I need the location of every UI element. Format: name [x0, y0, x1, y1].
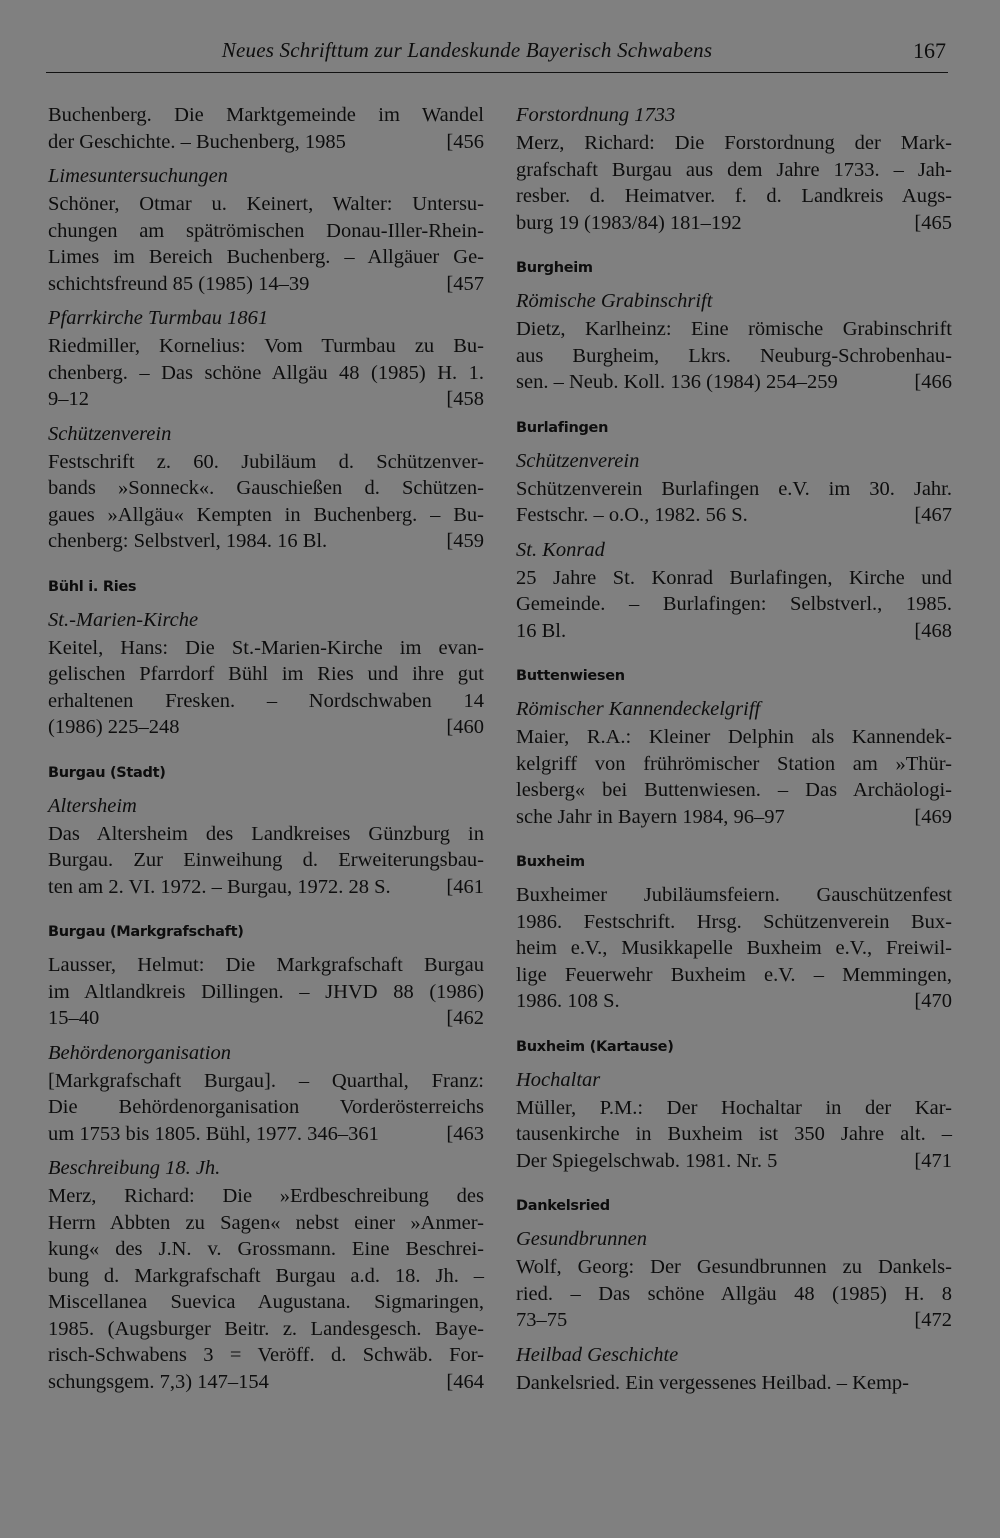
bibliography-entry	[48, 1068, 484, 1148]
bibliography-entry	[516, 476, 952, 529]
entry-text: risch-Schwabens 3 = Veröff. d. Schwäb. For-	[48, 1344, 484, 1366]
entry-text: gelischen Pfarrdorf Bühl im Ries und ihre gut	[48, 663, 484, 685]
entry-line	[48, 102, 484, 129]
entry-text: 1985. (Augsburger Beitr. z. Landesgesch. Baye-	[48, 1317, 484, 1340]
entry-line	[516, 751, 952, 778]
entry-text: im Altlandkreis Dillingen. – JHVD 88 (1986)	[48, 980, 484, 1003]
entry-text: Dietz, Karlheinz: Eine römische Grabinschrift	[516, 318, 952, 340]
entry-line	[516, 369, 952, 396]
entry-text: lesberg« bei Buttenwiesen. – Das Archäologi-	[516, 779, 952, 801]
entry-text: Maier, R.A.: Kleiner Delphin als Kannendek-	[516, 726, 952, 748]
entry-line	[48, 386, 484, 413]
entry-text: der Geschichte. – Buchenberg, 1985	[48, 130, 346, 153]
entry-text: heim e.V., Musikkapelle Buxheim e.V., Freiwil-	[516, 937, 952, 959]
entry-line	[48, 502, 484, 529]
entry-text: 25 Jahre St. Konrad Burlafingen, Kirche und	[516, 566, 952, 589]
entry-line	[516, 210, 952, 237]
topic-subheading: Römische Grabinschrift	[516, 290, 713, 312]
entry-text: Das Altersheim des Landkreises Günzburg in	[48, 822, 484, 845]
entry-text: kung« des J.N. v. Grossmann. Eine Beschrei-	[48, 1238, 484, 1260]
entry-line	[516, 618, 952, 645]
topic-subheading: Forstordnung 1733	[516, 104, 676, 126]
entry-line	[48, 528, 484, 555]
right-column	[516, 102, 952, 1396]
entry-line	[516, 1254, 952, 1281]
entry-line	[48, 635, 484, 662]
entry-line	[48, 1236, 484, 1263]
entry-number: [466	[914, 371, 952, 393]
entry-line	[516, 882, 952, 909]
entry-line	[48, 979, 484, 1006]
bibliography-entry	[516, 724, 952, 830]
entry-number: [457	[446, 272, 484, 295]
place-heading: Dankelsried	[516, 1198, 610, 1214]
left-column	[48, 102, 484, 1395]
entry-text: 15–40	[48, 1007, 100, 1029]
bibliography-entry	[516, 1095, 952, 1175]
entry-line	[516, 988, 952, 1015]
entry-line	[48, 1263, 484, 1290]
bibliography-entry	[48, 191, 484, 297]
entry-text: Keitel, Hans: Die St.-Marien-Kirche im evan-	[48, 636, 484, 659]
topic-subheading: Römischer Kannendeckelgriff	[516, 698, 761, 720]
entry-line	[516, 1281, 952, 1308]
entry-text: Die Behördenorganisation Vorderösterreichs	[48, 1096, 484, 1118]
entry-line	[48, 1005, 484, 1032]
entry-line	[516, 962, 952, 989]
entry-text: Burgau. Zur Einweihung d. Erweiterungsbau-	[48, 849, 484, 871]
entry-text: Der Spiegelschwab. 1981. Nr. 5	[516, 1149, 778, 1172]
entry-text: burg 19 (1983/84) 181–192	[516, 211, 742, 234]
entry-line	[516, 130, 952, 157]
bibliography-entry	[516, 316, 952, 396]
entry-text: Festschr. – o.O., 1982. 56 S.	[516, 504, 748, 526]
place-heading: Buxheim	[516, 854, 585, 870]
entry-number: [471	[914, 1149, 952, 1172]
entry-text: grafschaft Burgau aus dem Jahre 1733. – Jah-	[516, 158, 952, 181]
topic-subheading: St.-Marien-Kirche	[48, 608, 199, 631]
entry-line	[48, 688, 484, 715]
entry-text: Merz, Richard: Die »Erdbeschreibung des	[48, 1185, 484, 1207]
entry-line	[48, 1121, 484, 1148]
topic-subheading: Behördenorganisation	[48, 1041, 231, 1064]
entry-line	[48, 1289, 484, 1316]
entry-line	[516, 183, 952, 210]
entry-line	[48, 1094, 484, 1121]
place-heading: Burlafingen	[516, 419, 609, 436]
entry-line	[516, 502, 952, 529]
place-heading: Bühl i. Ries	[48, 578, 137, 595]
entry-number: [458	[446, 388, 484, 410]
entry-text: sen. – Neub. Koll. 136 (1984) 254–259	[516, 371, 838, 393]
topic-subheading: Schützenverein	[48, 422, 172, 445]
entry-line	[48, 271, 484, 298]
place-heading: Buttenwiesen	[516, 668, 625, 684]
running-header	[46, 38, 948, 73]
entry-text: 1986. 108 S.	[516, 990, 620, 1012]
entry-text: sche Jahr in Bayern 1984, 96–97	[516, 805, 785, 828]
entry-text: Lausser, Helmut: Die Markgrafschaft Burgau	[48, 954, 484, 976]
entry-text: kelgriff von frührömischer Station am »Thür-	[516, 752, 952, 775]
entry-text: resber. d. Heimatver. f. d. Landkreis Augs-	[516, 185, 952, 207]
bibliography-entry	[48, 1183, 484, 1395]
topic-subheading: Gesundbrunnen	[516, 1228, 647, 1250]
entry-line	[48, 847, 484, 874]
entry-line	[48, 475, 484, 502]
entry-text: gaues »Allgäu« Kempten in Buchenberg. – Bu-	[48, 503, 484, 526]
entry-text: 1986. Festschrift. Hrsg. Schützenverein Bux-	[516, 910, 952, 933]
entry-line	[516, 804, 952, 831]
bibliography-entry	[516, 130, 952, 236]
entry-text: Gemeinde. – Burlafingen: Selbstverl., 1985.	[516, 593, 952, 615]
entry-line	[48, 1342, 484, 1369]
entry-text: lige Feuerwehr Buxheim e.V. – Memmingen,	[516, 963, 952, 986]
entry-line	[48, 191, 484, 218]
entry-text: tausenkirche in Buxheim ist 350 Jahre alt. –	[516, 1123, 952, 1145]
bibliography-entry	[516, 1254, 952, 1334]
entry-text: Schöner, Otmar u. Keinert, Walter: Untersu-	[48, 193, 484, 215]
entry-text: Dankelsried. Ein vergessenes Heilbad. – Kemp-	[516, 1371, 909, 1394]
entry-text: um 1753 bis 1805. Bühl, 1977. 346–361	[48, 1122, 379, 1145]
topic-subheading: Pfarrkirche Turmbau 1861	[48, 307, 269, 329]
entry-line	[516, 909, 952, 936]
entry-number: [467	[914, 504, 952, 526]
running-title: Neues Schrifttum zur Landeskunde Bayerisch Schwabens	[221, 38, 713, 62]
bibliography-entry	[48, 952, 484, 1032]
entry-text: chenberg. – Das schöne Allgäu 48 (1985) H. 1.	[48, 361, 484, 384]
entry-line	[516, 1370, 952, 1397]
entry-line	[48, 952, 484, 979]
entry-text: schichtsfreund 85 (1985) 14–39	[48, 272, 310, 295]
entry-text: Buchenberg. Die Marktgemeinde im Wandel	[48, 104, 484, 126]
entry-text: Riedmiller, Kornelius: Vom Turmbau zu Bu-	[48, 335, 484, 357]
entry-number: [472	[914, 1309, 952, 1331]
entry-line	[516, 1307, 952, 1334]
entry-number: [459	[446, 530, 484, 552]
entry-line	[48, 218, 484, 245]
entry-line	[48, 821, 484, 848]
entry-text: chungen am spätrömischen Donau-Iller-Rhein-	[48, 219, 484, 242]
bibliography-entry	[48, 635, 484, 741]
entry-text: Buxheimer Jubiläumsfeiern. Gauschützenfest	[516, 884, 952, 906]
entry-line	[516, 157, 952, 184]
entry-line	[48, 874, 484, 901]
bibliography-entry	[48, 821, 484, 901]
page-number: 167	[913, 38, 946, 63]
entry-number: [456	[446, 130, 484, 153]
entry-line	[516, 565, 952, 592]
entry-text: Festschrift z. 60. Jubiläum d. Schützenver-	[48, 450, 484, 473]
bibliography-entry	[48, 333, 484, 413]
entry-text: 73–75	[516, 1309, 568, 1331]
entry-line	[516, 476, 952, 503]
entry-text: 16 Bl.	[516, 619, 567, 642]
entry-text: 9–12	[48, 388, 89, 410]
entry-line	[48, 449, 484, 476]
entry-number: [465	[914, 211, 952, 234]
entry-text: bung d. Markgrafschaft Burgau a.d. 18. Jh. –	[48, 1264, 484, 1287]
entry-line	[516, 935, 952, 962]
entry-line	[48, 1316, 484, 1343]
entry-text: ten am 2. VI. 1972. – Burgau, 1972. 28 S.	[48, 875, 391, 898]
entry-number: [461	[446, 875, 484, 898]
entry-number: [463	[446, 1122, 484, 1145]
place-heading: Burgau (Stadt)	[48, 764, 166, 781]
topic-subheading: Limesuntersuchungen	[48, 165, 228, 187]
entry-number: [464	[446, 1370, 484, 1393]
bibliography-entry	[48, 102, 484, 155]
bibliography-entry	[516, 882, 952, 1015]
entry-line	[516, 1121, 952, 1148]
entry-text: [Markgrafschaft Burgau]. – Quarthal, Franz:	[48, 1069, 484, 1092]
place-heading: Burgau (Markgrafschaft)	[48, 924, 244, 940]
entry-number: [470	[914, 990, 952, 1012]
entry-line	[48, 333, 484, 360]
entry-line	[516, 591, 952, 618]
bibliography-entry	[48, 449, 484, 555]
place-heading: Burgheim	[516, 260, 593, 276]
entry-line	[48, 244, 484, 271]
entry-number: [460	[446, 716, 484, 738]
entry-number: [469	[914, 805, 952, 828]
entry-text: chenberg: Selbstverl, 1984. 16 Bl.	[48, 530, 328, 552]
entry-text: Schützenverein Burlafingen e.V. im 30. Jahr.	[516, 477, 952, 500]
topic-subheading: Beschreibung 18. Jh.	[48, 1157, 221, 1179]
entry-text: erhaltenen Fresken. – Nordschwaben 14	[48, 689, 484, 712]
entry-number: [462	[446, 1007, 484, 1029]
entry-text: schungsgem. 7,3) 147–154	[48, 1370, 269, 1393]
entry-line	[516, 316, 952, 343]
entry-line	[48, 661, 484, 688]
entry-number: [468	[914, 619, 952, 642]
entry-text: (1986) 225–248	[48, 716, 180, 738]
entry-line	[516, 724, 952, 751]
place-heading: Buxheim (Kartause)	[516, 1038, 674, 1055]
entry-line	[516, 1095, 952, 1122]
entry-text: Miscellanea Suevica Augustana. Sigmaringen,	[48, 1291, 484, 1313]
entry-text: aus Burgheim, Lkrs. Neuburg-Schrobenhau-	[516, 344, 952, 367]
entry-line	[48, 360, 484, 387]
entry-text: Merz, Richard: Die Forstordnung der Mark-	[516, 132, 952, 154]
entry-line	[48, 1183, 484, 1210]
entry-line	[516, 777, 952, 804]
entry-text: Wolf, Georg: Der Gesundbrunnen zu Dankels-	[516, 1256, 952, 1278]
entry-text: Müller, P.M.: Der Hochaltar in der Kar-	[516, 1096, 952, 1119]
topic-subheading: St. Konrad	[516, 538, 605, 561]
topic-subheading: Hochaltar	[516, 1068, 601, 1091]
entry-line	[48, 1210, 484, 1237]
entry-line	[48, 1068, 484, 1095]
entry-text: Limes im Bereich Buchenberg. – Allgäuer Ge-	[48, 246, 484, 268]
bibliography-entry	[516, 1370, 952, 1397]
topic-subheading: Altersheim	[48, 794, 137, 817]
entry-line	[48, 1369, 484, 1396]
entry-line	[48, 714, 484, 741]
entry-text: Herrn Abbten zu Sagen« nebst einer »Anmer-	[48, 1211, 484, 1234]
entry-text: ried. – Das schöne Allgäu 48 (1985) H. 8	[516, 1282, 952, 1305]
entry-line	[48, 129, 484, 156]
entry-line	[516, 343, 952, 370]
entry-text: bands »Sonneck«. Gauschießen d. Schützen-	[48, 477, 484, 499]
bibliography-entry	[516, 565, 952, 645]
topic-subheading: Schützenverein	[516, 449, 640, 472]
entry-line	[516, 1148, 952, 1175]
topic-subheading: Heilbad Geschichte	[516, 1343, 679, 1366]
